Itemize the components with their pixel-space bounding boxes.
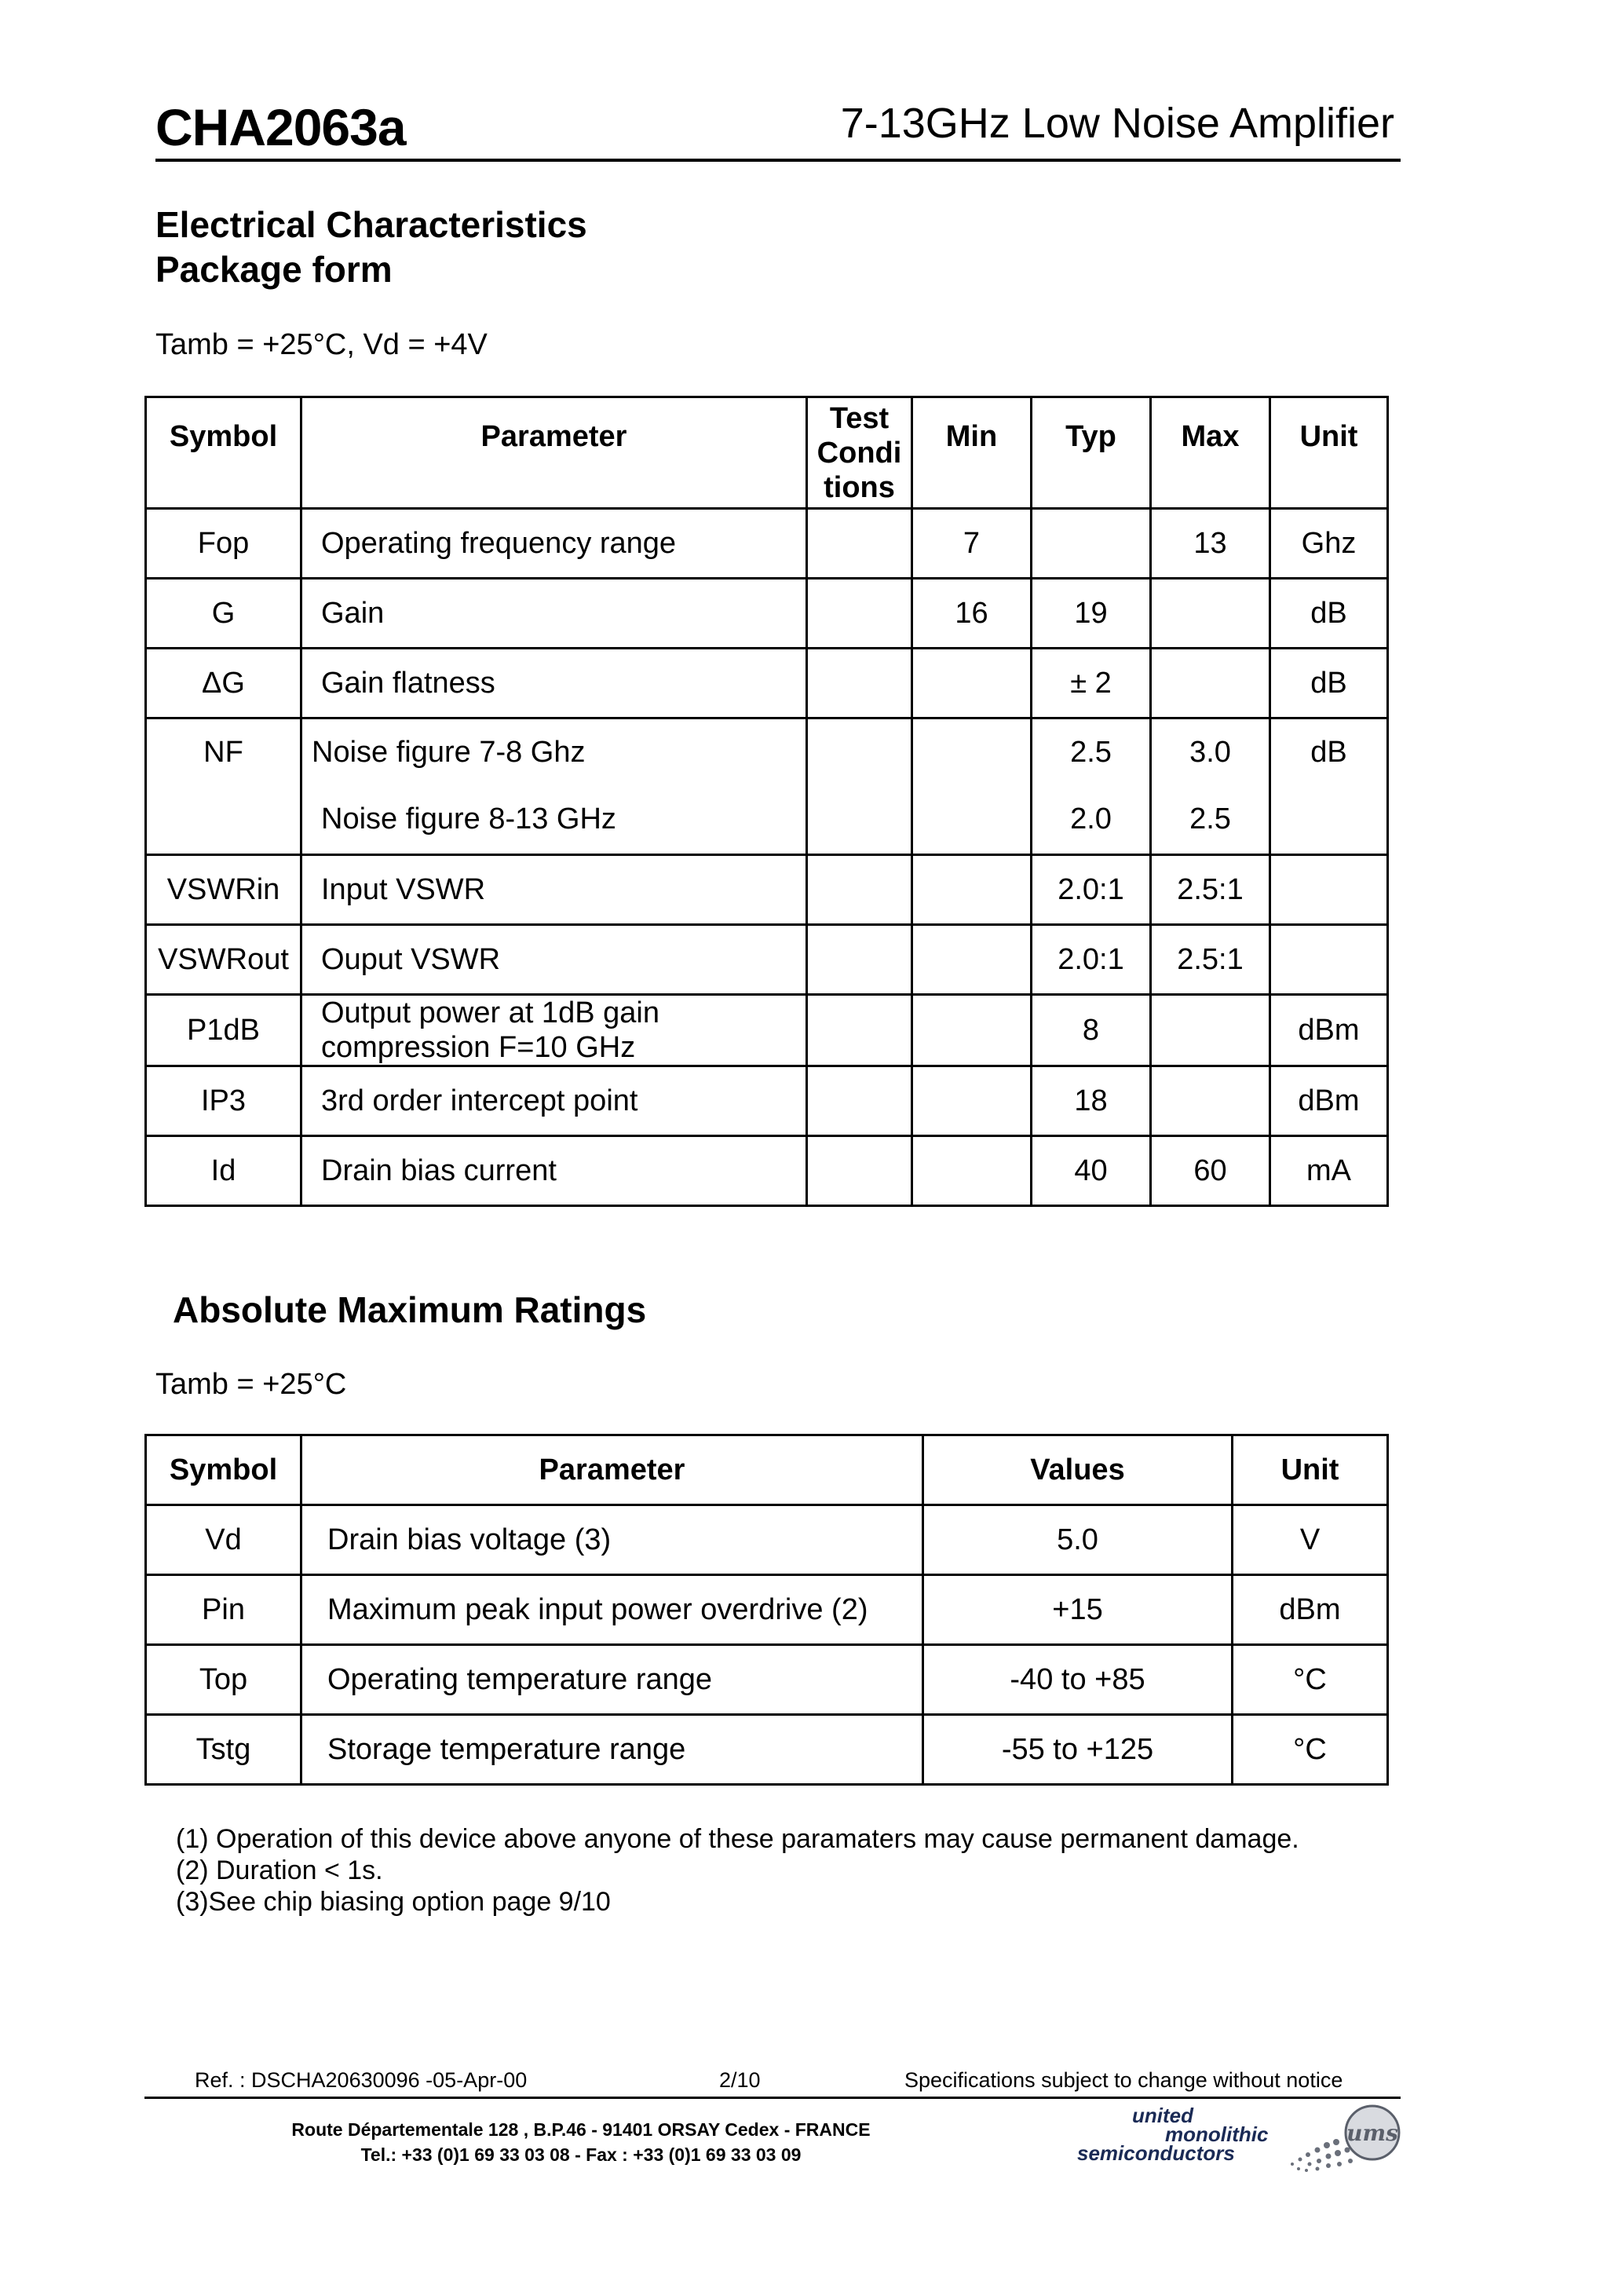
cell-test [807, 509, 912, 579]
cell-max: 60 [1151, 1136, 1270, 1206]
cell-unit-text: dB [1310, 736, 1347, 769]
col-header-test-conditions [807, 397, 912, 509]
cell-unit: dBm [1233, 1575, 1388, 1645]
table-row [146, 925, 1388, 995]
cell-max [1151, 649, 1270, 718]
col-header-parameter: Parameter [301, 1435, 923, 1505]
table-row [146, 1715, 1388, 1785]
cell-parameter: Drain bias current [301, 1136, 807, 1206]
cell-typ: 2.0:1 [1032, 855, 1151, 925]
table-row [146, 855, 1388, 925]
table-row [146, 579, 1388, 649]
notes [176, 1823, 1299, 1918]
cell-max [1151, 1066, 1270, 1136]
cell-unit: °C [1233, 1715, 1388, 1785]
company-logo-text [1077, 2106, 1268, 2163]
cell-max: 13 [1151, 509, 1270, 579]
cell-symbol: IP3 [146, 1066, 301, 1136]
cell-typ: 8 [1032, 995, 1151, 1066]
cell-unit: V [1233, 1505, 1388, 1575]
cell-max-line1: 3.0 [1189, 736, 1231, 769]
electrical-conditions: Tamb = +25°C, Vd = +4V [155, 328, 488, 361]
col-header-test-line2: Condi [816, 436, 902, 470]
cell-parameter: Drain bias voltage (3) [301, 1505, 923, 1575]
col-header-parameter: Parameter [301, 397, 807, 509]
logo-line-united: united [1132, 2104, 1193, 2127]
col-header-unit: Unit [1270, 397, 1388, 509]
cell-parameter-line1: Noise figure 7-8 Ghz [312, 736, 586, 769]
table-row [146, 649, 1388, 718]
cell-max [1151, 995, 1270, 1066]
cell-typ: 2.0:1 [1032, 925, 1151, 995]
cell-unit [1270, 855, 1388, 925]
table-row [146, 509, 1388, 579]
footer-page-number: 2/10 [719, 2068, 761, 2092]
cell-unit: dB [1270, 649, 1388, 718]
cell-test [807, 579, 912, 649]
header-divider [155, 159, 1401, 162]
col-header-symbol: Symbol [146, 397, 301, 509]
cell-test [807, 925, 912, 995]
absolute-ratings-title: Absolute Maximum Ratings [173, 1289, 647, 1330]
cell-min [912, 1136, 1032, 1206]
cell-unit: mA [1270, 1136, 1388, 1206]
cell-typ [1032, 509, 1151, 579]
cell-test [807, 855, 912, 925]
cell-typ: ± 2 [1032, 649, 1151, 718]
cell-typ [1032, 718, 1151, 855]
col-header-test-line1: Test [829, 401, 890, 435]
cell-unit: Ghz [1270, 509, 1388, 579]
footer-ref: Ref. : DSCHA20630096 -05-Apr-00 [195, 2068, 528, 2092]
cell-parameter-line2: Noise figure 8-13 GHz [321, 803, 616, 835]
logo-line-semiconductors: semiconductors [1077, 2141, 1235, 2165]
col-header-unit: Unit [1233, 1435, 1388, 1505]
table-row [146, 995, 1388, 1066]
cell-unit [1270, 925, 1388, 995]
cell-min: 7 [912, 509, 1032, 579]
cell-value: 5.0 [923, 1505, 1233, 1575]
cell-test [807, 1136, 912, 1206]
cell-parameter: Input VSWR [301, 855, 807, 925]
cell-symbol: Vd [146, 1505, 301, 1575]
cell-symbol: Pin [146, 1575, 301, 1645]
cell-unit: °C [1233, 1645, 1388, 1715]
cell-parameter [301, 718, 807, 855]
logo-mark-text: ums [1346, 2120, 1398, 2146]
cell-min [912, 995, 1032, 1066]
electrical-characteristics-table [144, 396, 1389, 1207]
cell-typ-line2: 2.0 [1070, 803, 1112, 835]
cell-symbol: VSWRout [146, 925, 301, 995]
cell-min [912, 925, 1032, 995]
cell-value: +15 [923, 1575, 1233, 1645]
cell-typ: 18 [1032, 1066, 1151, 1136]
col-header-values: Values [923, 1435, 1233, 1505]
col-header-min: Min [912, 397, 1032, 509]
cell-parameter-line1: Output power at 1dB gain [321, 996, 659, 1029]
cell-typ-line1: 2.5 [1070, 736, 1112, 769]
cell-symbol: G [146, 579, 301, 649]
cell-parameter: Gain [301, 579, 807, 649]
cell-typ: 40 [1032, 1136, 1151, 1206]
note-item: (3)See chip biasing option page 9/10 [176, 1887, 611, 1917]
cell-unit [1270, 718, 1388, 855]
cell-symbol: P1dB [146, 995, 301, 1066]
table-row [146, 1066, 1388, 1136]
electrical-title-line2: Package form [155, 249, 393, 290]
cell-value: -40 to +85 [923, 1645, 1233, 1715]
cell-symbol: ΔG [146, 649, 301, 718]
cell-unit: dBm [1270, 995, 1388, 1066]
cell-typ: 19 [1032, 579, 1151, 649]
cell-parameter: 3rd order intercept point [301, 1066, 807, 1136]
cell-symbol: Tstg [146, 1715, 301, 1785]
footer-notice: Specifications subject to change without notice [904, 2068, 1343, 2092]
cell-symbol: Top [146, 1645, 301, 1715]
cell-value: -55 to +125 [923, 1715, 1233, 1785]
cell-symbol [146, 718, 301, 855]
cell-min: 16 [912, 579, 1032, 649]
cell-parameter: Operating frequency range [301, 509, 807, 579]
cell-min [912, 649, 1032, 718]
col-header-symbol: Symbol [146, 1435, 301, 1505]
cell-test [807, 1066, 912, 1136]
cell-max-line2: 2.5 [1189, 803, 1231, 835]
cell-parameter [301, 995, 807, 1066]
table-row [146, 1136, 1388, 1206]
logo-line-monolithic: monolithic [1165, 2122, 1269, 2146]
cell-test [807, 718, 912, 855]
cell-parameter: Operating temperature range [301, 1645, 923, 1715]
footer-divider [144, 2097, 1401, 2099]
table-header-row [146, 397, 1388, 509]
cell-min [912, 1066, 1032, 1136]
cell-symbol: Id [146, 1136, 301, 1206]
footer-phone: Tel.: +33 (0)1 69 33 03 08 - Fax : +33 (0)1 69 33 03 09 [360, 2144, 802, 2165]
cell-parameter: Maximum peak input power overdrive (2) [301, 1575, 923, 1645]
cell-unit: dB [1270, 579, 1388, 649]
absolute-conditions: Tamb = +25°C [155, 1368, 347, 1401]
note-item: (1) Operation of this device above anyone of these paramaters may cause permanent damage. [176, 1824, 1299, 1854]
footer-address: Route Départementale 128 , B.P.46 - 91401 ORSAY Cedex - FRANCE [291, 2119, 871, 2140]
document-title: 7-13GHz Low Noise Amplifier [840, 100, 1394, 147]
cell-unit: dBm [1270, 1066, 1388, 1136]
electrical-section-title [155, 203, 587, 292]
table-row [146, 1575, 1388, 1645]
cell-max [1151, 718, 1270, 855]
cell-parameter-line2: compression F=10 GHz [321, 1031, 636, 1064]
table-row [146, 1645, 1388, 1715]
cell-parameter: Ouput VSWR [301, 925, 807, 995]
footer-address-block [267, 2117, 895, 2167]
cell-max [1151, 579, 1270, 649]
cell-parameter: Storage temperature range [301, 1715, 923, 1785]
table-row [146, 718, 1388, 855]
part-number: CHA2063a [155, 98, 406, 156]
cell-symbol-text: NF [203, 736, 243, 769]
cell-parameter: Gain flatness [301, 649, 807, 718]
absolute-ratings-table [144, 1434, 1389, 1786]
table-header-row [146, 1435, 1388, 1505]
cell-max: 2.5:1 [1151, 855, 1270, 925]
col-header-typ: Typ [1032, 397, 1151, 509]
cell-max: 2.5:1 [1151, 925, 1270, 995]
note-item: (2) Duration < 1s. [176, 1855, 383, 1885]
ums-logo-icon [1284, 2101, 1402, 2177]
cell-min [912, 855, 1032, 925]
cell-test [807, 649, 912, 718]
electrical-title-line1: Electrical Characteristics [155, 204, 587, 245]
cell-test [807, 995, 912, 1066]
cell-symbol: Fop [146, 509, 301, 579]
cell-min [912, 718, 1032, 855]
col-header-max: Max [1151, 397, 1270, 509]
cell-symbol: VSWRin [146, 855, 301, 925]
col-header-test-line3: tions [824, 470, 895, 504]
table-row [146, 1505, 1388, 1575]
